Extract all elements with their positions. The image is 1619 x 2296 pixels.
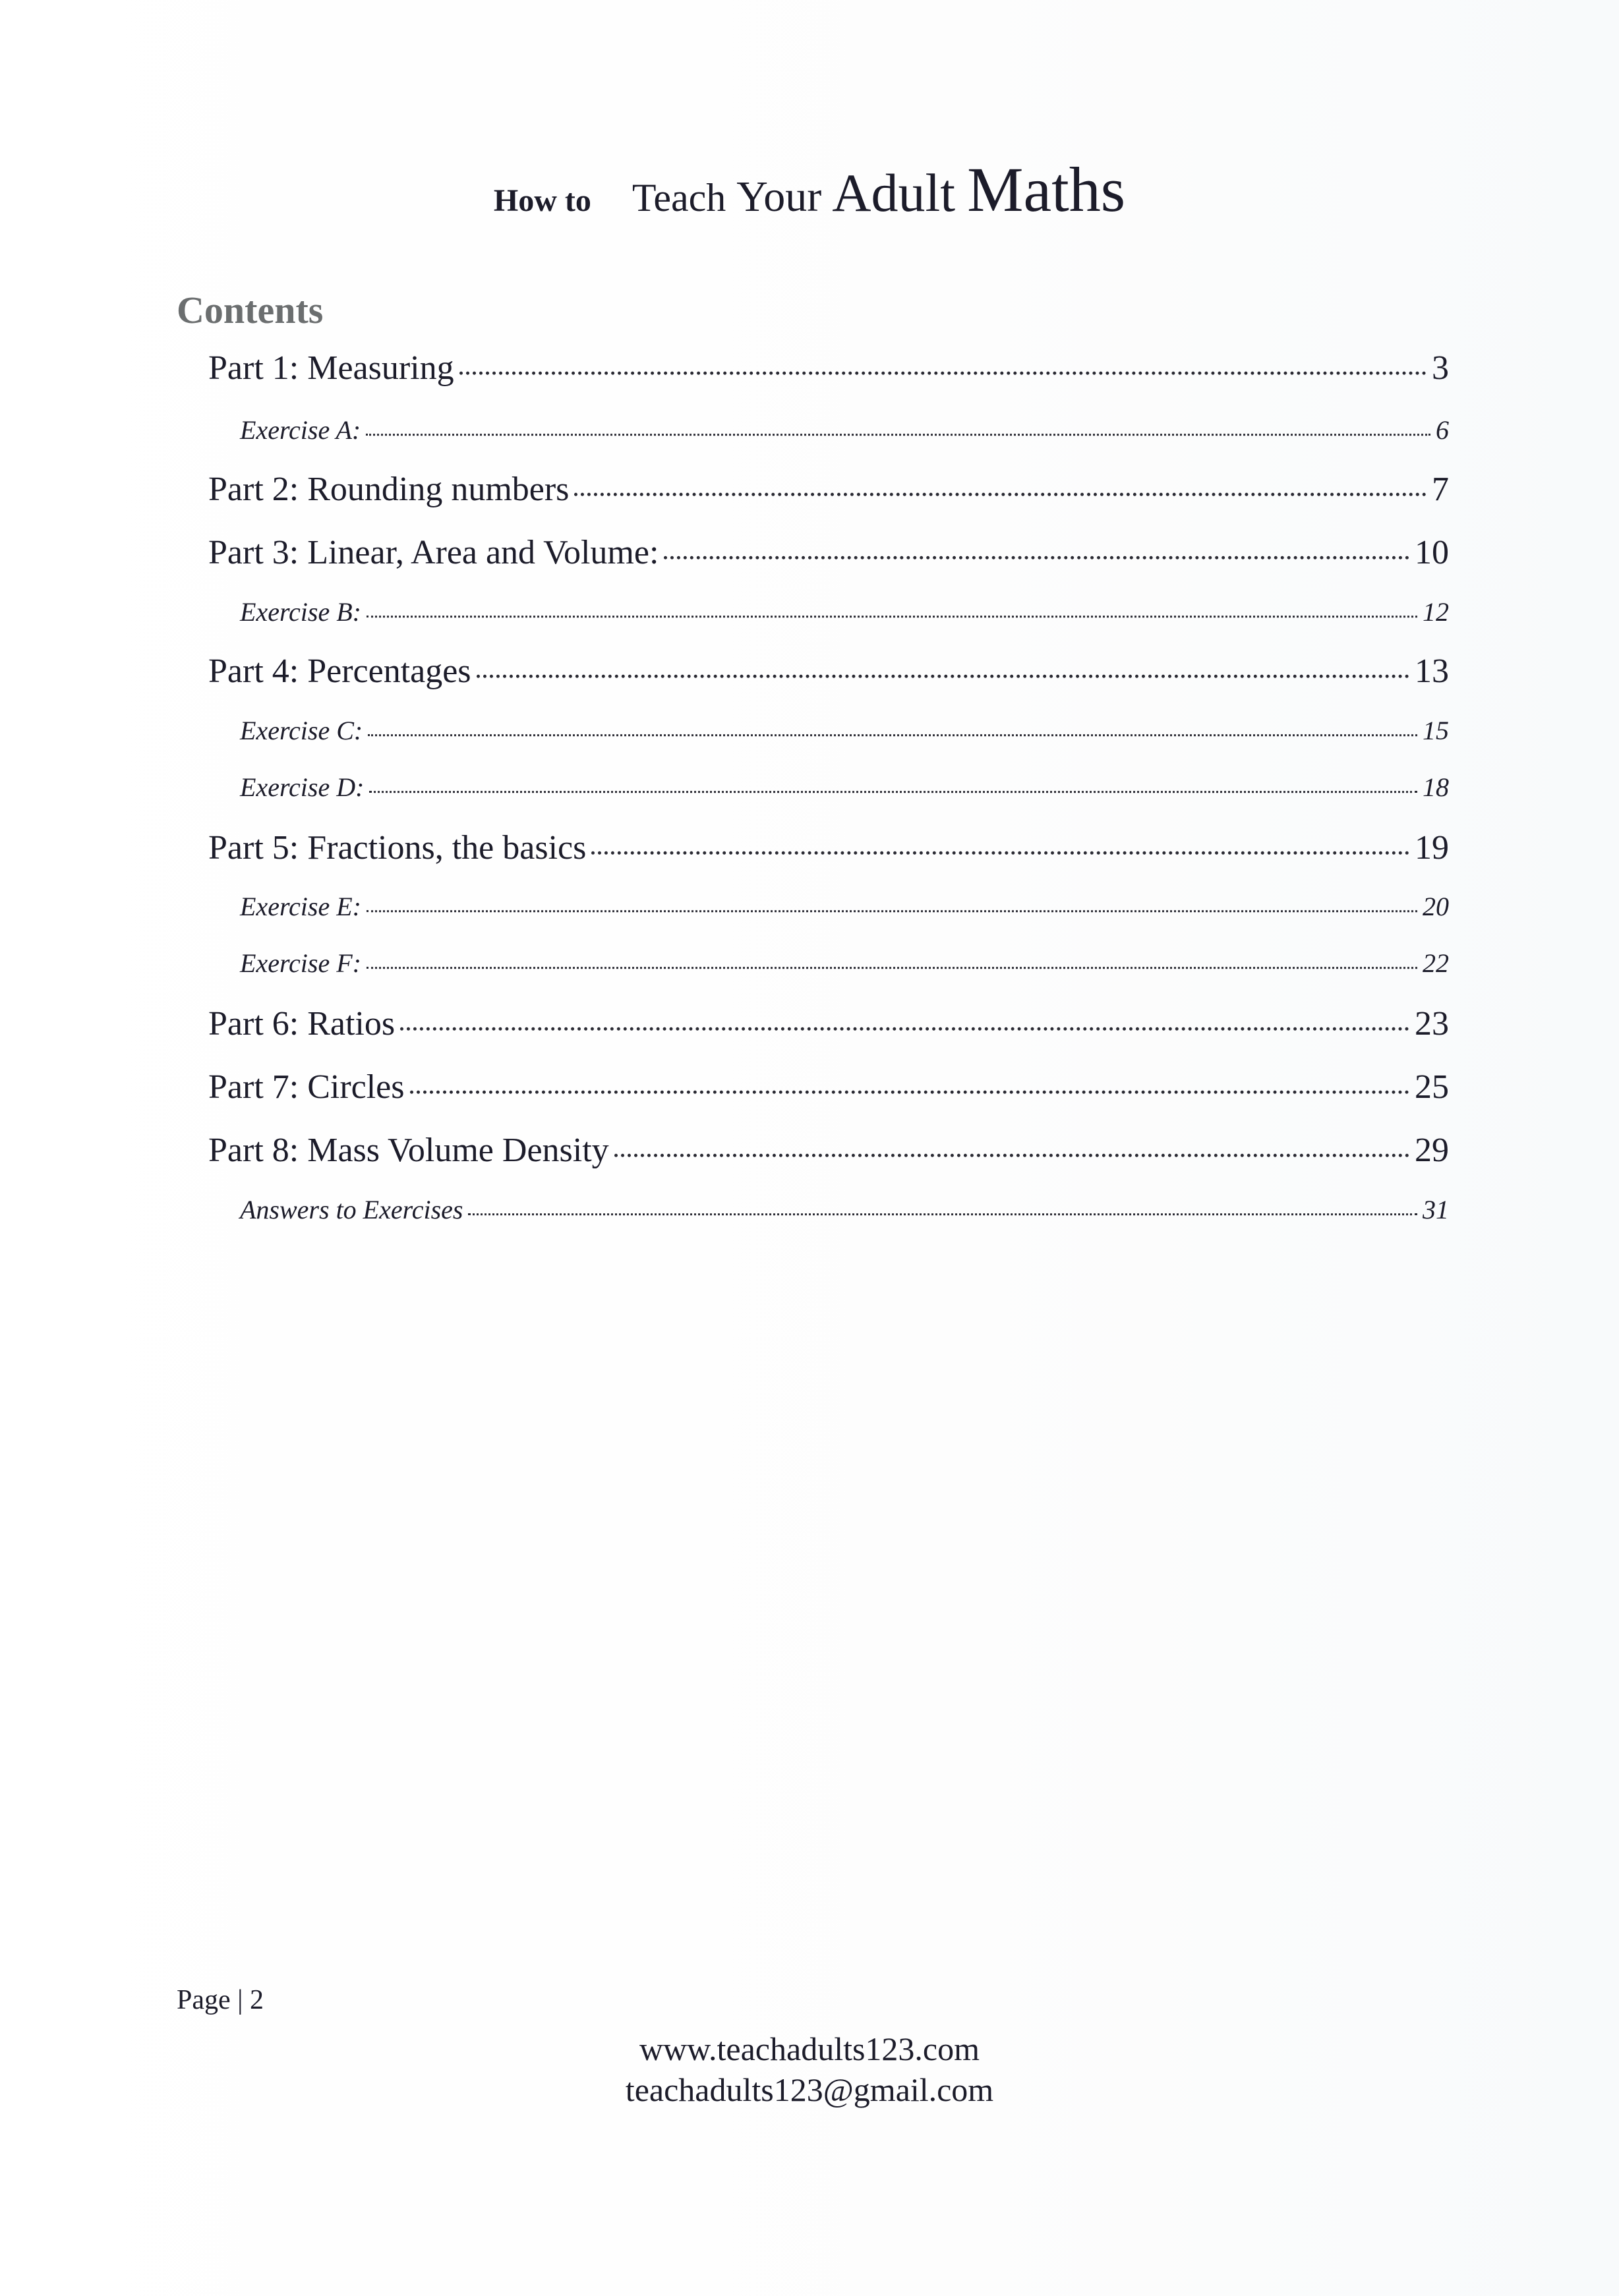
dot-leader [410,1060,1409,1094]
dot-leader [366,410,1430,436]
toc-entry-label: Part 2: Rounding numbers [208,470,570,508]
toc-entry-label: Part 5: Fractions, the basics [208,828,587,867]
toc-entry-part-8[interactable] [208,1127,1449,1168]
toc-entry-page: 15 [1423,716,1449,745]
toc-entry-part-2[interactable] [208,466,1449,507]
toc-entry-label: Part 4: Percentages [208,652,471,690]
dot-leader [369,767,1417,793]
toc-entry-part-7[interactable] [208,1064,1449,1105]
website-link[interactable]: www.teachadults123.com [639,2030,980,2067]
dot-leader [367,592,1417,617]
title-how-to: How to [493,183,591,218]
toc-entry-part-5[interactable] [208,824,1449,865]
toc-entry-label: Part 8: Mass Volume Density [208,1131,609,1169]
toc-entry-exercise-b[interactable] [240,595,1449,625]
toc-entry-label: Part 1: Measuring [208,349,454,387]
toc-entry-part-3[interactable] [208,529,1449,570]
toc-entry-page: 29 [1415,1131,1449,1169]
toc-entry-label: Exercise F: [240,948,361,978]
toc-entry-label: Exercise B: [240,597,361,627]
toc-entry-label: Answers to Exercises [240,1195,463,1224]
toc-entry-exercise-a[interactable] [240,413,1449,444]
toc-entry-page: 18 [1423,772,1449,802]
title-teach: Teach [632,176,726,219]
toc-entry-page: 22 [1423,948,1449,978]
dot-leader [477,644,1409,678]
toc-entry-page: 12 [1423,597,1449,627]
title-maths: Maths [967,154,1126,225]
toc-entry-page: 6 [1436,415,1449,445]
toc-entry-exercise-f[interactable] [240,946,1449,977]
toc-entry-exercise-e[interactable] [240,890,1449,920]
title-your: Your [736,173,822,221]
toc-entry-page: 20 [1423,892,1449,921]
toc-entry-label: Exercise A: [240,415,361,445]
toc-entry-page: 19 [1415,828,1449,867]
dot-leader [400,996,1409,1031]
contents-heading: Contents [177,289,324,331]
toc-entry-page: 13 [1415,652,1449,690]
page-number: Page | 2 [177,1985,264,2015]
toc-entry-label: Part 6: Ratios [208,1004,396,1043]
dot-leader [664,525,1409,560]
toc-entry-part-6[interactable] [208,1000,1449,1041]
title-adult: Adult [832,163,956,223]
toc-entry-label: Part 3: Linear, Area and Volume: [208,533,659,571]
dot-leader [574,462,1427,496]
email-link[interactable]: teachadults123@gmail.com [625,2071,994,2108]
toc-entry-page: 23 [1415,1004,1449,1043]
toc-entry-label: Part 7: Circles [208,1068,405,1106]
toc-entry-label: Exercise E: [240,892,361,921]
toc-entry-page: 7 [1432,470,1449,508]
toc-entry-answers[interactable] [240,1193,1449,1223]
footer-contact [0,2028,1619,2110]
toc-entry-label: Exercise D: [240,772,365,802]
dot-leader [468,1190,1417,1215]
toc-entry-exercise-d[interactable] [240,770,1449,801]
toc-entry-page: 3 [1432,349,1449,387]
dot-leader [367,886,1417,912]
dot-leader [614,1123,1409,1157]
dot-leader [591,820,1409,855]
toc-entry-exercise-c[interactable] [240,714,1449,744]
dot-leader [367,943,1417,969]
toc-entry-page: 10 [1415,533,1449,571]
toc-entry-label: Exercise C: [240,716,363,745]
toc-entry-part-4[interactable] [208,648,1449,689]
toc-entry-page: 25 [1415,1068,1449,1106]
dot-leader [368,710,1417,736]
toc-entry-part-1[interactable] [208,345,1449,386]
toc-entry-page: 31 [1423,1195,1449,1224]
dot-leader [459,341,1427,375]
